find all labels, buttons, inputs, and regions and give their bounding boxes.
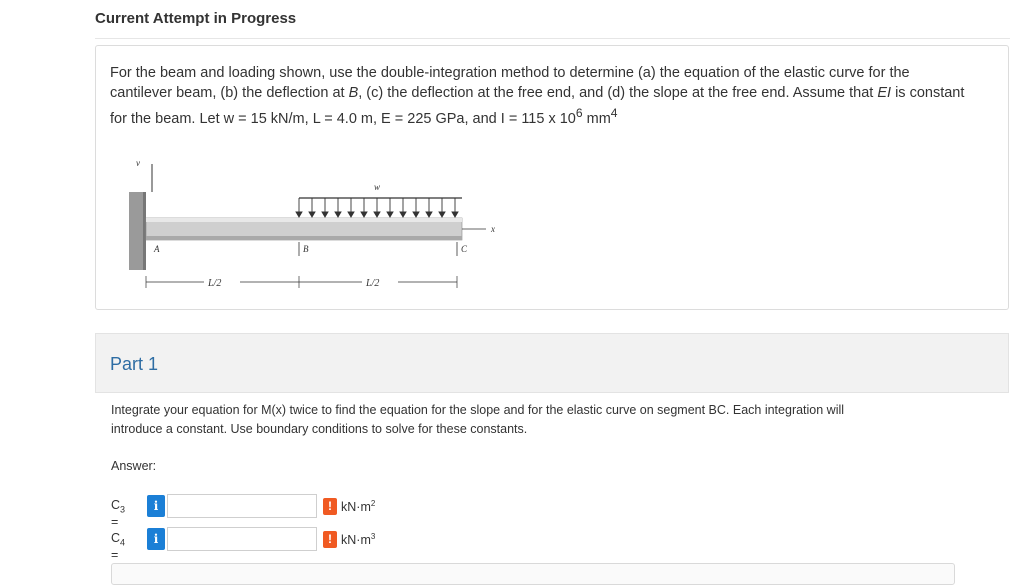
problem-statement [110,63,990,129]
bottom-partial-panel [111,563,955,585]
answer-label: Answer: [111,459,157,473]
unit-c4: $kN\cdot m^3$ [341,532,376,548]
problem-exp-4: 4 [610,106,618,120]
point-a-label: A [154,244,160,254]
c4-input[interactable] [167,527,317,551]
info-button-c4[interactable]: i [147,528,165,550]
header-divider [95,38,1010,39]
warning-icon-c4[interactable]: ! [323,531,337,548]
problem-line-2c: is constant [891,85,965,101]
problem-exp-6: 6 [575,106,583,120]
problem-line-2a: cantilever beam, (b) the deflection at [110,85,349,101]
dimension-l2-left: L/2 [208,278,222,289]
answer-label-c4: $C_4$ = [111,531,126,562]
unit-c3: $kN\cdot m^2$ [341,499,376,515]
distributed-load-arrows [296,198,458,217]
c3-input[interactable] [167,494,317,518]
x-axis-label: x [491,224,495,234]
page-title: Current Attempt in Progress [95,10,297,27]
problem-line-3a: for the beam. Let w = 15 kN/m, L = 4.0 m, E = 225 GPa, and I = 115 x 10 [110,110,576,127]
problem-line-2b: , (c) the deflection at the free end, and (d) the slope at the free end. Assume that [358,85,878,101]
problem-card [95,45,1009,310]
dimension-l2-right: L/2 [366,278,380,289]
beam-figure [126,154,516,304]
problem-line-3b: mm [582,110,611,127]
problem-point-b: B [348,85,359,101]
part-body [95,393,1009,576]
answer-label-c3: $C_3$ = [111,498,126,529]
point-b-label: B [303,244,309,254]
part-header [95,333,1009,393]
problem-ei: EI [877,85,892,101]
fixed-support-wall [129,192,145,270]
part-instructions: Integrate your equation for M(x) twice to find the equation for the slope and for the elastic curve on segment BC. Each integration will introduce a constant. Use boundary conditions to solve for these constants. [111,403,845,436]
part-title: Part 1 [110,354,159,374]
info-button-c3[interactable]: i [147,495,165,517]
problem-line-1: For the beam and loading shown, use the double-integration method to determine (a) the equation of the elastic curve for the [110,65,910,81]
point-c-label: C [461,244,468,254]
v-axis-label: v [136,158,140,168]
load-label-w: w [374,182,381,192]
warning-icon-c3[interactable]: ! [323,498,337,515]
